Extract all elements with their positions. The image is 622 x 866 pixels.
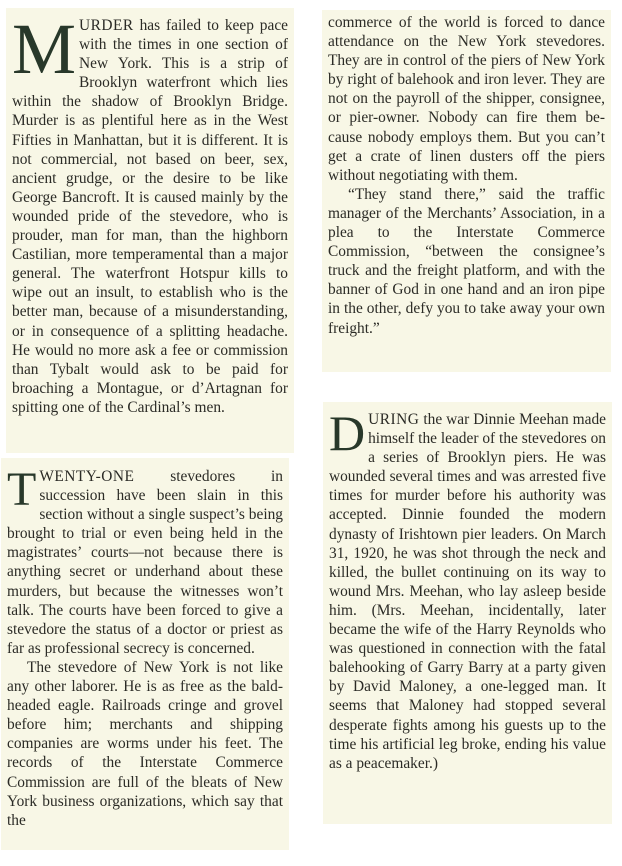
lead-word: WENTY-ONE xyxy=(39,468,135,485)
paragraph-text: the war Dinnie Meehan made himself the leader of the stevedores on a series of Brooklyn piers. He was wounded several times and was arrested five times for murder before his authority was accepted. Dinnie founded the modern dynasty of Irishtown pier leaders. On March 31, 1920, he was shot through the neck and killed, the bullet continuing on its way to wound Mrs. Meehan, who lay asleep beside him. (Mrs. Meehan, incidentally, later became the wife of the Harry Reynolds who was questioned in connection with the fatal balehooking of Garry Barry at a party given by David Maloney, a one-legged man. It seems that Maloney had stopped several desperate fights among his guests up to the time his artificial leg broke, ending his value as a peacemaker.) xyxy=(329,411,606,772)
article-panel-commerce xyxy=(322,10,611,372)
paragraph-stevedore-free: The stevedore of New York is not like any other laborer. He is as free as the bald-headed eagle. Railroads cringe and grovel before him; merchants and shipping companies are worms under his feet. The records of the Interstate Commerce Commission are full of the bleats of New York business organizations, which say that the xyxy=(7,658,283,829)
paragraph-text: stevedores in succession have been slain in this section without a single suspect’s being brought to trial or even being held in the magistrates’ courts—not because there is anything secret or underhand about these murders, but because the witnesses won’t talk. The courts have been forced to give a stevedore the status of a doctor or priest as far as professional secrecy is concerned. xyxy=(7,468,283,657)
paragraph-commerce: commerce of the world is forced to dance attendance on the New York stevedores. They are in control of the piers of New York by right of balehook and iron lever. They are not on the payroll of the shipper, consignee, or pier-owner. Nobody can fire them because nobody employs them. But you can’t get a crate of linen dusters off the piers without negotiating with them. xyxy=(328,14,605,184)
lead-word: URING xyxy=(368,411,420,428)
paragraph-murder-intro xyxy=(12,9,288,417)
article-panel-dinnie-meehan xyxy=(323,402,612,824)
drop-cap-m: M xyxy=(12,9,77,89)
article-panel-murder-intro xyxy=(6,8,294,453)
paragraph-dinnie-meehan xyxy=(329,405,606,773)
article-panel-twenty-one xyxy=(1,458,289,850)
lead-word: URDER xyxy=(79,17,134,34)
paragraph-they-stand-there: “They stand there,” said the traffic manager of the Merchants’ Association, in a plea to the Interstate Commerce Commission, “between the consignee’s truck and the freight platform, and with the banner of God in one hand and an iron pipe in the other, defy you to take away your own freight.” xyxy=(328,185,605,337)
drop-cap-t: T xyxy=(7,463,37,516)
drop-cap-d: D xyxy=(329,405,366,461)
paragraph-twenty-one xyxy=(7,463,283,658)
paragraph-text: has failed to keep pace with the times in one section of New York. This is a strip of Brooklyn waterfront which lies within the shadow of Brooklyn Bridge. Murder is as plentiful here as in the West Fifties in Manhattan, but it is different. It is not commercial, not based on beer, sex, ancient grudge, or the desire to be like George Bancroft. It is caused mainly by the wounded pride of the stevedore, who is prouder, man for man, than the highborn Castilian, more temperamental than a major general. The waterfront Hotspur kills to wipe out an insult, to establish who is the better man, because of a misunderstanding, or in consequence of a splitting headache. He would no more ask a fee or commission than Tybalt would ask to be paid for broaching a Montague, or d’Artagnan for spitting one of the Cardinal’s men. xyxy=(12,17,288,416)
